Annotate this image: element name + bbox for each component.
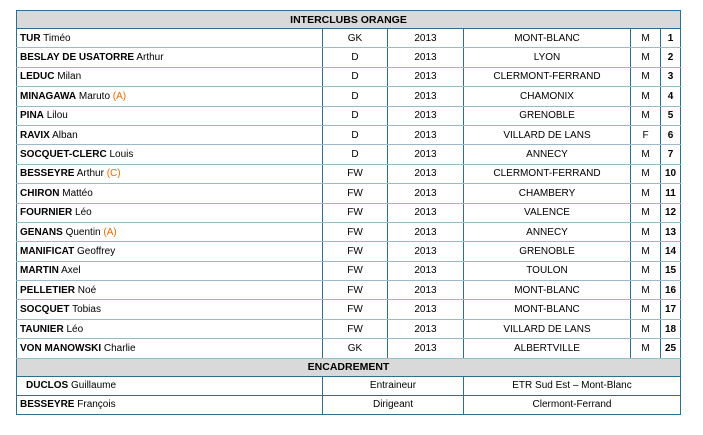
player-number: 4 bbox=[661, 87, 681, 106]
player-row bbox=[17, 29, 681, 48]
roster-title: INTERCLUBS ORANGE bbox=[17, 11, 681, 29]
player-last-name: CHIRON bbox=[20, 187, 60, 199]
player-last-name: GENANS bbox=[20, 226, 63, 238]
staff-last-name: BESSEYRE bbox=[20, 399, 75, 411]
player-number: 7 bbox=[661, 145, 681, 164]
player-club: MONT-BLANC bbox=[464, 281, 631, 300]
player-row bbox=[17, 300, 681, 319]
player-last-name: BESSEYRE bbox=[20, 168, 75, 180]
player-first-name: Léo bbox=[66, 323, 84, 335]
player-year: 2013 bbox=[388, 242, 464, 261]
player-sex: M bbox=[631, 319, 661, 338]
player-sex: M bbox=[631, 339, 661, 358]
player-position: D bbox=[323, 125, 388, 144]
player-club: MONT-BLANC bbox=[464, 29, 631, 48]
player-position: FW bbox=[323, 203, 388, 222]
player-name-cell bbox=[17, 222, 323, 241]
player-row bbox=[17, 184, 681, 203]
player-first-name: Tobias bbox=[72, 304, 101, 316]
player-year: 2013 bbox=[388, 29, 464, 48]
player-year: 2013 bbox=[388, 339, 464, 358]
player-name-cell bbox=[17, 106, 323, 125]
player-year: 2013 bbox=[388, 48, 464, 67]
player-position: FW bbox=[323, 281, 388, 300]
player-first-name: Lilou bbox=[46, 110, 68, 122]
player-position: GK bbox=[323, 339, 388, 358]
player-year: 2013 bbox=[388, 87, 464, 106]
player-name-cell bbox=[17, 339, 323, 358]
player-club: LYON bbox=[464, 48, 631, 67]
staff-title: ENCADREMENT bbox=[17, 358, 681, 376]
player-first-name: Mattéo bbox=[62, 187, 93, 199]
player-first-name: Arthur bbox=[136, 52, 164, 64]
player-number: 14 bbox=[661, 242, 681, 261]
player-sex: F bbox=[631, 125, 661, 144]
player-position: FW bbox=[323, 300, 388, 319]
player-last-name: TAUNIER bbox=[20, 323, 64, 335]
player-club: MONT-BLANC bbox=[464, 300, 631, 319]
player-position: FW bbox=[323, 242, 388, 261]
player-sex: M bbox=[631, 87, 661, 106]
player-club: GRENOBLE bbox=[464, 106, 631, 125]
player-number: 10 bbox=[661, 164, 681, 183]
player-name-cell bbox=[17, 242, 323, 261]
player-row bbox=[17, 339, 681, 358]
player-last-name: FOURNIER bbox=[20, 207, 73, 219]
player-club: VILLARD DE LANS bbox=[464, 319, 631, 338]
player-name-cell bbox=[17, 300, 323, 319]
player-club: CLERMONT-FERRAND bbox=[464, 164, 631, 183]
player-first-name: Arthur bbox=[76, 168, 104, 180]
player-club: GRENOBLE bbox=[464, 242, 631, 261]
player-sex: M bbox=[631, 184, 661, 203]
player-row bbox=[17, 48, 681, 67]
player-sex: M bbox=[631, 203, 661, 222]
player-name-cell bbox=[17, 48, 323, 67]
player-name-cell bbox=[17, 87, 323, 106]
player-position: D bbox=[323, 67, 388, 86]
player-first-name: Geoffrey bbox=[77, 245, 116, 257]
player-year: 2013 bbox=[388, 125, 464, 144]
player-name-cell bbox=[17, 184, 323, 203]
player-club: ALBERTVILLE bbox=[464, 339, 631, 358]
staff-organisation: Clermont-Ferrand bbox=[464, 395, 681, 414]
player-year: 2013 bbox=[388, 106, 464, 125]
player-last-name: VON MANOWSKI bbox=[20, 342, 102, 354]
player-row bbox=[17, 203, 681, 222]
staff-name-cell bbox=[17, 376, 323, 395]
staff-last-name: DUCLOS bbox=[26, 380, 69, 392]
player-number: 5 bbox=[661, 106, 681, 125]
player-sex: M bbox=[631, 300, 661, 319]
player-first-name: Léo bbox=[75, 207, 92, 219]
player-last-name: SOCQUET bbox=[20, 304, 70, 316]
player-year: 2013 bbox=[388, 281, 464, 300]
player-row bbox=[17, 242, 681, 261]
player-club: CLERMONT-FERRAND bbox=[464, 67, 631, 86]
captain-badge: (A) bbox=[112, 90, 127, 102]
player-last-name: MARTIN bbox=[20, 265, 59, 277]
player-row bbox=[17, 106, 681, 125]
player-year: 2013 bbox=[388, 261, 464, 280]
player-year: 2013 bbox=[388, 319, 464, 338]
player-number: 25 bbox=[661, 339, 681, 358]
player-sex: M bbox=[631, 48, 661, 67]
player-sex: M bbox=[631, 261, 661, 280]
title-row bbox=[17, 11, 681, 29]
player-number: 6 bbox=[661, 125, 681, 144]
player-name-cell bbox=[17, 203, 323, 222]
captain-badge: (A) bbox=[103, 226, 117, 238]
player-sex: M bbox=[631, 242, 661, 261]
player-club: ANNECY bbox=[464, 145, 631, 164]
roster-sheet bbox=[16, 10, 680, 415]
player-position: D bbox=[323, 87, 388, 106]
player-last-name: SOCQUET-CLERC bbox=[20, 149, 107, 161]
player-position: FW bbox=[323, 261, 388, 280]
player-club: VALENCE bbox=[464, 203, 631, 222]
captain-badge: (C) bbox=[106, 168, 121, 180]
player-name-cell bbox=[17, 281, 323, 300]
staff-row bbox=[17, 395, 681, 414]
player-sex: M bbox=[631, 164, 661, 183]
staff-first-name: Guillaume bbox=[71, 380, 117, 392]
player-first-name: Charlie bbox=[103, 342, 136, 354]
player-year: 2013 bbox=[388, 222, 464, 241]
player-name-cell bbox=[17, 164, 323, 183]
player-position: FW bbox=[323, 319, 388, 338]
player-number: 12 bbox=[661, 203, 681, 222]
staff-title-row bbox=[17, 358, 681, 376]
player-last-name: RAVIX bbox=[20, 129, 50, 141]
player-first-name: Timéo bbox=[43, 32, 71, 44]
player-position: FW bbox=[323, 222, 388, 241]
player-last-name: MANIFICAT bbox=[20, 245, 75, 257]
player-position: GK bbox=[323, 29, 388, 48]
player-number: 15 bbox=[661, 261, 681, 280]
player-sex: M bbox=[631, 281, 661, 300]
player-row bbox=[17, 319, 681, 338]
player-last-name: PELLETIER bbox=[20, 284, 76, 296]
player-club: VILLARD DE LANS bbox=[464, 125, 631, 144]
player-first-name: Louis bbox=[109, 149, 134, 161]
player-row bbox=[17, 261, 681, 280]
player-year: 2013 bbox=[388, 203, 464, 222]
player-name-cell bbox=[17, 319, 323, 338]
player-number: 1 bbox=[661, 29, 681, 48]
player-sex: M bbox=[631, 29, 661, 48]
player-first-name: Noé bbox=[77, 284, 97, 296]
player-name-cell bbox=[17, 67, 323, 86]
player-last-name: PINA bbox=[20, 110, 44, 122]
player-position: FW bbox=[323, 164, 388, 183]
player-first-name: Alban bbox=[52, 129, 78, 141]
player-club: TOULON bbox=[464, 261, 631, 280]
player-row bbox=[17, 87, 681, 106]
player-first-name: Quentin bbox=[65, 226, 101, 238]
player-year: 2013 bbox=[388, 145, 464, 164]
player-position: D bbox=[323, 48, 388, 67]
roster-table bbox=[16, 10, 681, 415]
player-row bbox=[17, 67, 681, 86]
player-sex: M bbox=[631, 145, 661, 164]
staff-role: Entraineur bbox=[323, 376, 464, 395]
player-row bbox=[17, 281, 681, 300]
player-year: 2013 bbox=[388, 67, 464, 86]
player-number: 3 bbox=[661, 67, 681, 86]
staff-name-cell bbox=[17, 395, 323, 414]
player-position: D bbox=[323, 145, 388, 164]
staff-organisation: ETR Sud Est – Mont-Blanc bbox=[464, 376, 681, 395]
player-first-name: Axel bbox=[61, 265, 81, 277]
player-club: CHAMONIX bbox=[464, 87, 631, 106]
player-year: 2013 bbox=[388, 300, 464, 319]
player-last-name: TUR bbox=[20, 32, 41, 44]
player-number: 13 bbox=[661, 222, 681, 241]
player-name-cell bbox=[17, 29, 323, 48]
player-number: 11 bbox=[661, 184, 681, 203]
player-sex: M bbox=[631, 106, 661, 125]
player-row bbox=[17, 222, 681, 241]
player-number: 18 bbox=[661, 319, 681, 338]
player-club: ANNECY bbox=[464, 222, 631, 241]
player-sex: M bbox=[631, 222, 661, 241]
player-year: 2013 bbox=[388, 164, 464, 183]
player-year: 2013 bbox=[388, 184, 464, 203]
player-number: 2 bbox=[661, 48, 681, 67]
player-name-cell bbox=[17, 261, 323, 280]
player-last-name: BESLAY DE USATORRE bbox=[20, 52, 135, 64]
player-row bbox=[17, 125, 681, 144]
player-row bbox=[17, 164, 681, 183]
player-row bbox=[17, 145, 681, 164]
staff-first-name: François bbox=[77, 399, 116, 411]
staff-role: Dirigeant bbox=[323, 395, 464, 414]
player-club: CHAMBERY bbox=[464, 184, 631, 203]
player-position: FW bbox=[323, 184, 388, 203]
player-sex: M bbox=[631, 67, 661, 86]
player-position: D bbox=[323, 106, 388, 125]
player-name-cell bbox=[17, 145, 323, 164]
player-first-name: Maruto bbox=[78, 90, 111, 102]
player-name-cell bbox=[17, 125, 323, 144]
player-first-name: Milan bbox=[57, 71, 82, 83]
staff-row bbox=[17, 376, 681, 395]
player-last-name: LEDUC bbox=[20, 71, 55, 83]
player-number: 17 bbox=[661, 300, 681, 319]
player-number: 16 bbox=[661, 281, 681, 300]
player-last-name: MINAGAWA bbox=[20, 90, 77, 102]
